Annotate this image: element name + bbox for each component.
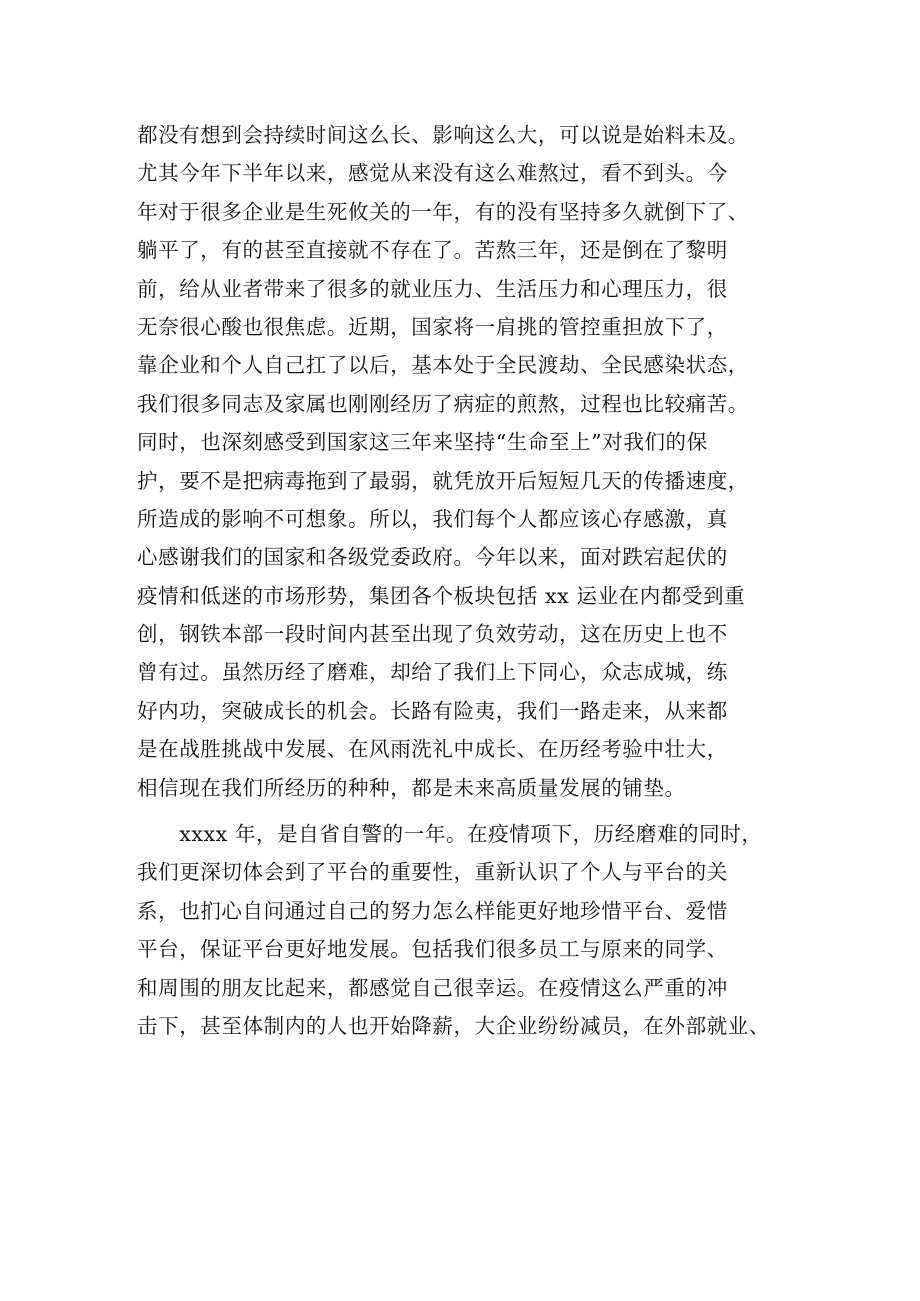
- text-line: 无奈很心酸也很焦虑。近期，国家将一肩挑的管控重担放下了，: [137, 314, 728, 339]
- text-line: 心感谢我们的国家和各级党委政府。今年以来，面对跌宕起伏的: [137, 545, 728, 570]
- text-line: 靠企业和个人自己扛了以后，基本处于全民渡劫、全民感染状态，: [137, 353, 749, 378]
- body-text: [137, 116, 827, 1045]
- text-line: 都没有想到会持续时间这么长、影响这么大，可以说是始料未及。: [137, 123, 749, 147]
- text-line: 年对于很多企业是生死攸关的一年，有的没有坚持多久就倒下了、: [137, 199, 749, 224]
- text-line: 同时，也深刻感受到国家这三年来坚持“生命至上”对我们的保: [137, 430, 708, 455]
- text-line: 前，给从业者带来了很多的就业压力、生活压力和心理压力，很: [137, 276, 728, 301]
- text-line: 我们更深切体会到了平台的重要性，重新认识了个人与平台的关: [137, 860, 728, 885]
- text-line: 好内功，突破成长的机会。长路有险夷，我们一路走来，从来都: [137, 698, 728, 723]
- paragraph-gap: [137, 807, 827, 815]
- text-line: 尤其今年下半年以来，感觉从来没有这么难熬过，看不到头。今: [137, 161, 728, 186]
- text-line: xxxx 年，是自省自警的一年。在疫情项下，历经磨难的同时，: [137, 822, 763, 847]
- text-line: 和周围的朋友比起来，都感觉自己很幸运。在疫情这么严重的冲: [137, 975, 728, 1000]
- text-line: 所造成的影响不可想象。所以，我们每个人都应该心存感激，真: [137, 506, 728, 531]
- text-line: 是在战胜挑战中发展、在风雨洗礼中成长、在历经考验中壮大，: [137, 737, 728, 762]
- text-line: 系，也扪心自问通过自己的努力怎么样能更好地珍惜平台、爱惜: [137, 898, 728, 923]
- text-line: 相信现在我们所经历的种种，都是未来高质量发展的铺垫。: [137, 775, 686, 800]
- text-line: 我们很多同志及家属也刚刚经历了病症的煎熬，过程也比较痛苦。: [137, 391, 749, 416]
- text-line: 护，要不是把病毒拖到了最弱，就凭放开后短短几天的传播速度，: [137, 468, 749, 493]
- text-line: 击下，甚至体制内的人也开始降薪，大企业纷纷减员，在外部就业、: [137, 1013, 770, 1038]
- text-line: 创，钢铁本部一段时间内甚至出现了负效劳动，这在历史上也不: [137, 622, 728, 647]
- text-line: 曾有过。虽然历经了磨难，却给了我们上下同心，众志成城，练: [137, 660, 728, 685]
- text-line: 平台，保证平台更好地发展。包括我们很多员工与原来的同学、: [137, 937, 728, 962]
- text-line: 躺平了，有的甚至直接就不存在了。苦熬三年，还是倒在了黎明: [137, 238, 728, 263]
- text-line: 疫情和低迷的市场形势，集团各个板块包括 xx 运业在内都受到重: [137, 583, 746, 608]
